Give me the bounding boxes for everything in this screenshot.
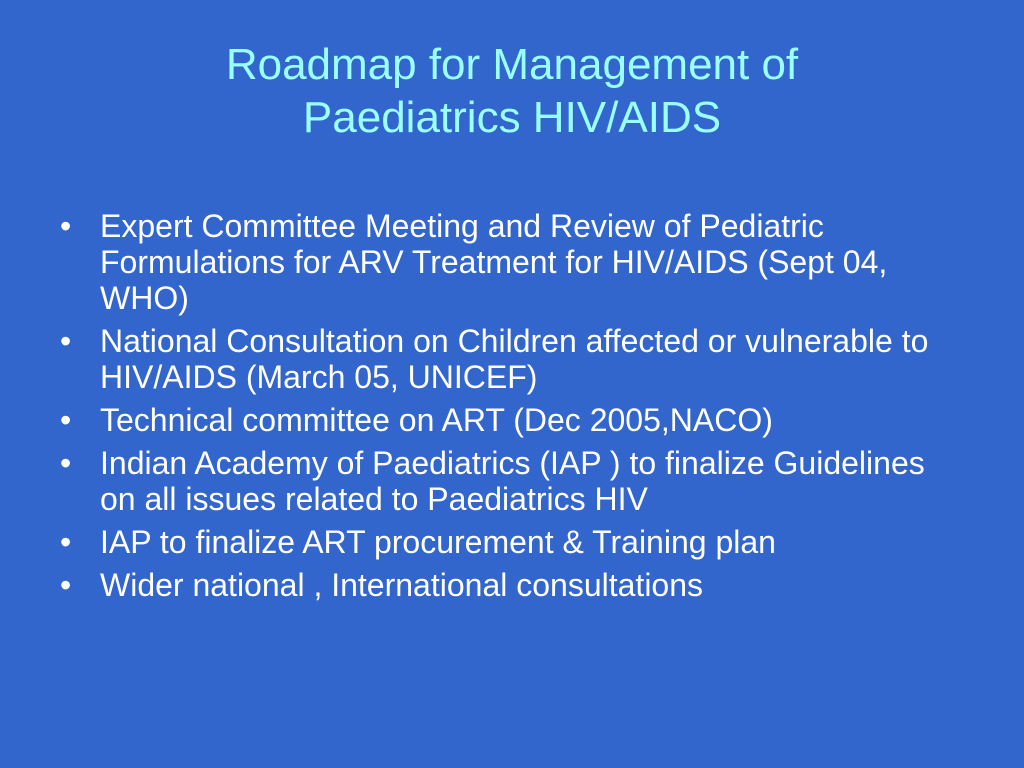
bullet-item (60, 567, 960, 603)
bullet-point-icon: • (60, 402, 72, 438)
bullet-point-icon: • (60, 208, 72, 244)
slide-title-line-2: Paediatrics HIV/AIDS (302, 93, 722, 142)
slide-title-line-1: Roadmap for Management of (225, 40, 799, 89)
bullet-item (60, 524, 960, 560)
bullet-item (60, 402, 960, 438)
bullet-item (60, 445, 960, 517)
bullet-text: Technical committee on ART (Dec 2005,NACO) (100, 402, 773, 438)
bullet-text: Wider national , International consultations (100, 567, 704, 603)
bullet-item (60, 208, 960, 316)
bullet-item (60, 323, 960, 395)
bullet-text: IAP to finalize ART procurement & Training plan (100, 524, 776, 560)
bullet-point-icon: • (60, 445, 72, 481)
bullet-text: National Consultation on Children affected or vulnerable to HIV/AIDS (March 05, UNICEF) (100, 323, 929, 395)
bullet-point-icon: • (60, 524, 72, 560)
bullet-list (60, 208, 960, 610)
bullet-point-icon: • (60, 323, 72, 359)
slide-title (0, 38, 1024, 144)
bullet-point-icon: • (60, 567, 72, 603)
bullet-text: Indian Academy of Paediatrics (IAP ) to finalize Guidelines on all issues related to Paediatrics HIV (100, 445, 925, 517)
bullet-text: Expert Committee Meeting and Review of Pediatric Formulations for ARV Treatment for HIV/AIDS (Sept 04, WHO) (100, 208, 888, 316)
